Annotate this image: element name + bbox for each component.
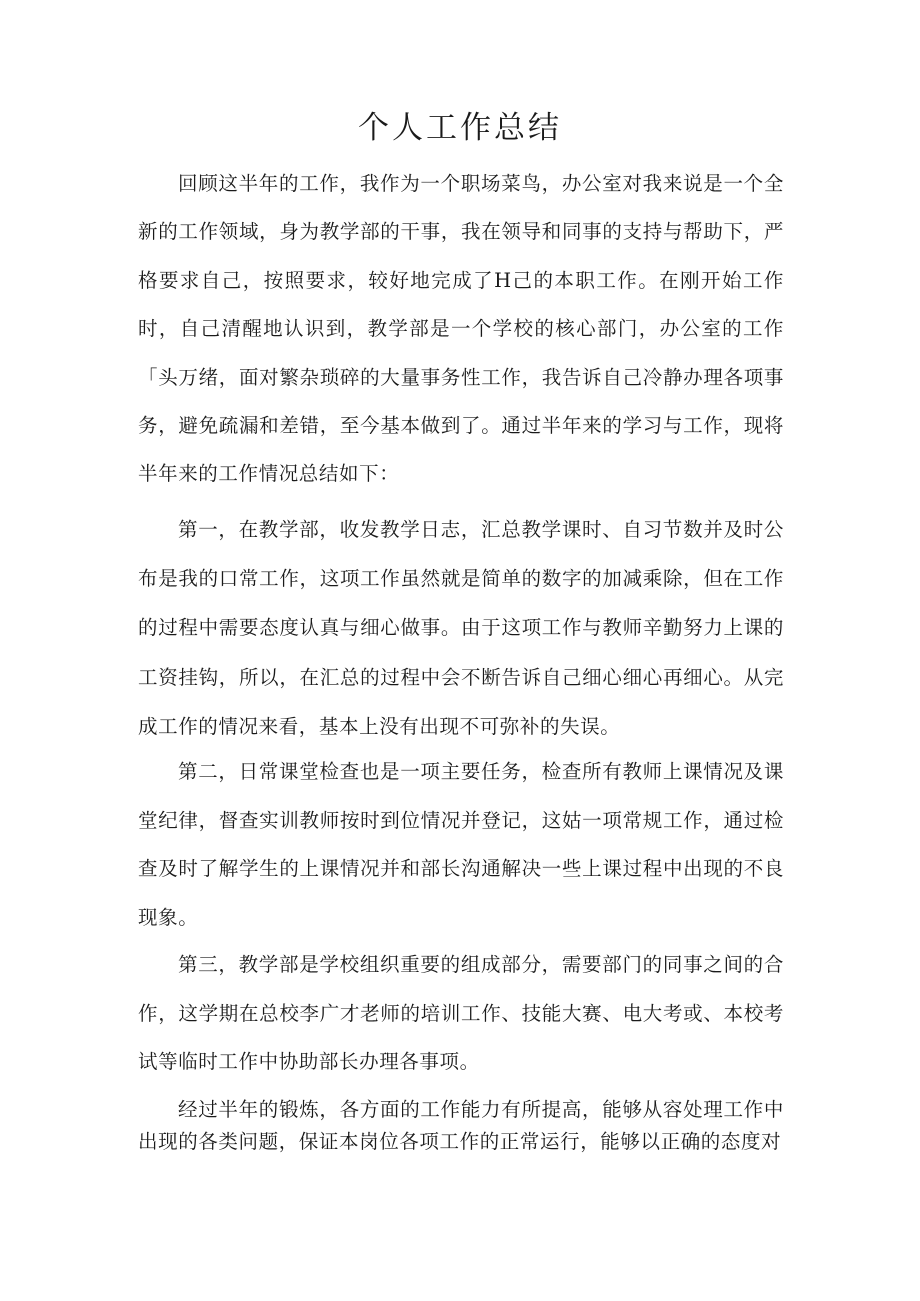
- paragraph-third-point: 第三，教学部是学校组织重要的组成部分，需要部门的同事之间的合作，这学期在总校李广才老师的培训工作、技能大赛、电大考或、本校考试等临时工作中协助部长办理各事项。: [138, 953, 784, 1073]
- paragraph-conclusion: 经过半年的锻炼，各方面的工作能力有所提高，能够从容处理工作中出现的各类问题，保证本岗位各项工作的正常运行，能够以正确的态度对: [138, 1098, 784, 1153]
- paragraph-first-point: 第一，在教学部，收发教学日志，汇总教学课时、自习节数并及时公布是我的口常工作，这项工作虽然就是简单的数字的加减乘除，但在工作的过程中需要态度认真与细心做事。由于这项工作与教师辛勤努力上课的工资挂钩，所以，在汇总的过程中会不断告诉自己细心细心再细心。从完成工作的情况来看，基本上没有出现不可弥补的失误。: [138, 518, 784, 738]
- paragraph-second-point: 第二，日常课堂检查也是一项主要任务，检查所有教师上课情况及课堂纪律，督查实训教师按时到位情况并登记，这姑一项常规工作，通过检查及时了解学生的上课情况并和部长沟通解决一些上课过程中出现的不良现象。: [138, 760, 784, 929]
- paragraph-intro: 回顾这半年的工作，我作为一个职场菜鸟，办公室对我来说是一个全新的工作领域，身为教学部的干事，我在领导和同事的支持与帮助下，严格要求自己，按照要求，较好地完成了H己的本职工作。在刚开始工作时，自己清醒地认识到，教学部是一个学校的核心部门，办公室的工作「头万绪，面对繁杂琐碎的大量事务性工作，我告诉自己冷静办理各项事务，避免疏漏和差错，至今基本做到了。通过半年来的学习与工作，现将半年来的工作情况总结如下：: [138, 172, 784, 486]
- document-title: 个人工作总结: [358, 110, 562, 146]
